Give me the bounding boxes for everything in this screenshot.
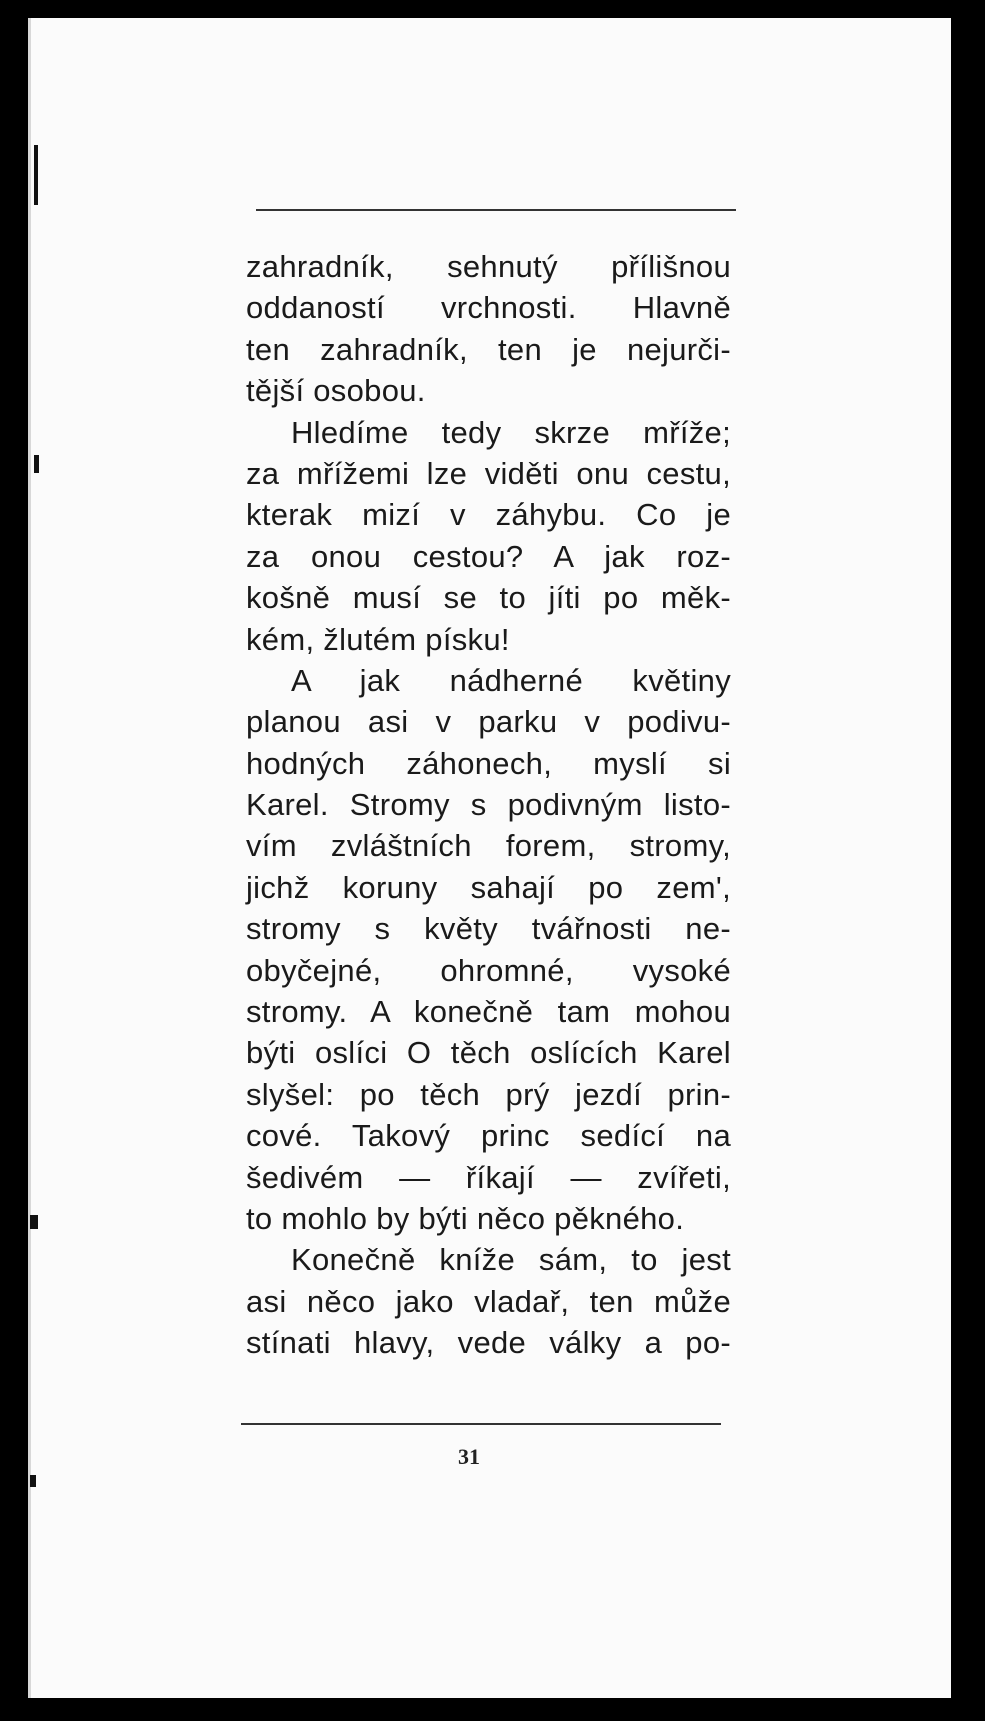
text-line: za onou cestou? A jak roz- [246, 538, 731, 574]
text-line: kterak mizí v záhybu. Co je [246, 497, 731, 533]
text-line: Konečně kníže sám, to jest [291, 1242, 731, 1278]
binding-mark [34, 455, 39, 473]
text-line: slyšel: po těch prý jezdí prin- [246, 1076, 731, 1112]
text-line: cové. Takový princ sedící na [246, 1118, 731, 1154]
text-line: vím zvláštních forem, stromy, [246, 828, 731, 864]
text-line: Karel. Stromy s podivným listo- [246, 787, 731, 823]
text-line: za mřížemi lze viděti onu cestu, [246, 455, 731, 491]
text-line: A jak nádherné květiny [291, 662, 731, 698]
top-rule [256, 209, 736, 211]
text-line: stromy. A konečně tam mohou [246, 994, 731, 1030]
binding-mark [30, 1475, 36, 1487]
book-page [28, 18, 951, 1698]
page-number: 31 [458, 1444, 480, 1469]
text-line: kém, žlutém písku! [246, 621, 510, 657]
body-text [246, 246, 731, 1364]
text-line: Hledíme tedy skrze mříže; [291, 414, 731, 450]
binding-mark [34, 145, 38, 205]
text-line: obyčejné, ohromné, vysoké [246, 952, 731, 988]
text-line: šedivém — říkají — zvířeti, [246, 1159, 731, 1195]
text-line: zahradník, sehnutý přílišnou [246, 249, 731, 284]
text-line: býti oslíci O těch oslících Karel [246, 1035, 731, 1071]
text-line: jichž koruny sahají po zem', [246, 869, 731, 905]
text-line: ten zahradník, ten je nejurči- [246, 331, 731, 367]
text-line: planou asi v parku v podivu- [246, 704, 731, 740]
text-line: hodných záhonech, myslí si [246, 745, 731, 781]
text-line: stínati hlavy, vede války a po- [246, 1325, 731, 1361]
text-line: košně musí se to jíti po měk- [246, 580, 731, 616]
text-line: stromy s květy tvářnosti ne- [246, 911, 731, 947]
text-line: asi něco jako vladař, ten může [246, 1283, 731, 1319]
text-line: to mohlo by býti něco pěkného. [246, 1200, 685, 1236]
text-line: oddaností vrchnosti. Hlavně [246, 290, 731, 326]
bottom-rule [241, 1423, 721, 1425]
text-line: tější osobou. [246, 373, 426, 409]
binding-mark [30, 1215, 38, 1229]
